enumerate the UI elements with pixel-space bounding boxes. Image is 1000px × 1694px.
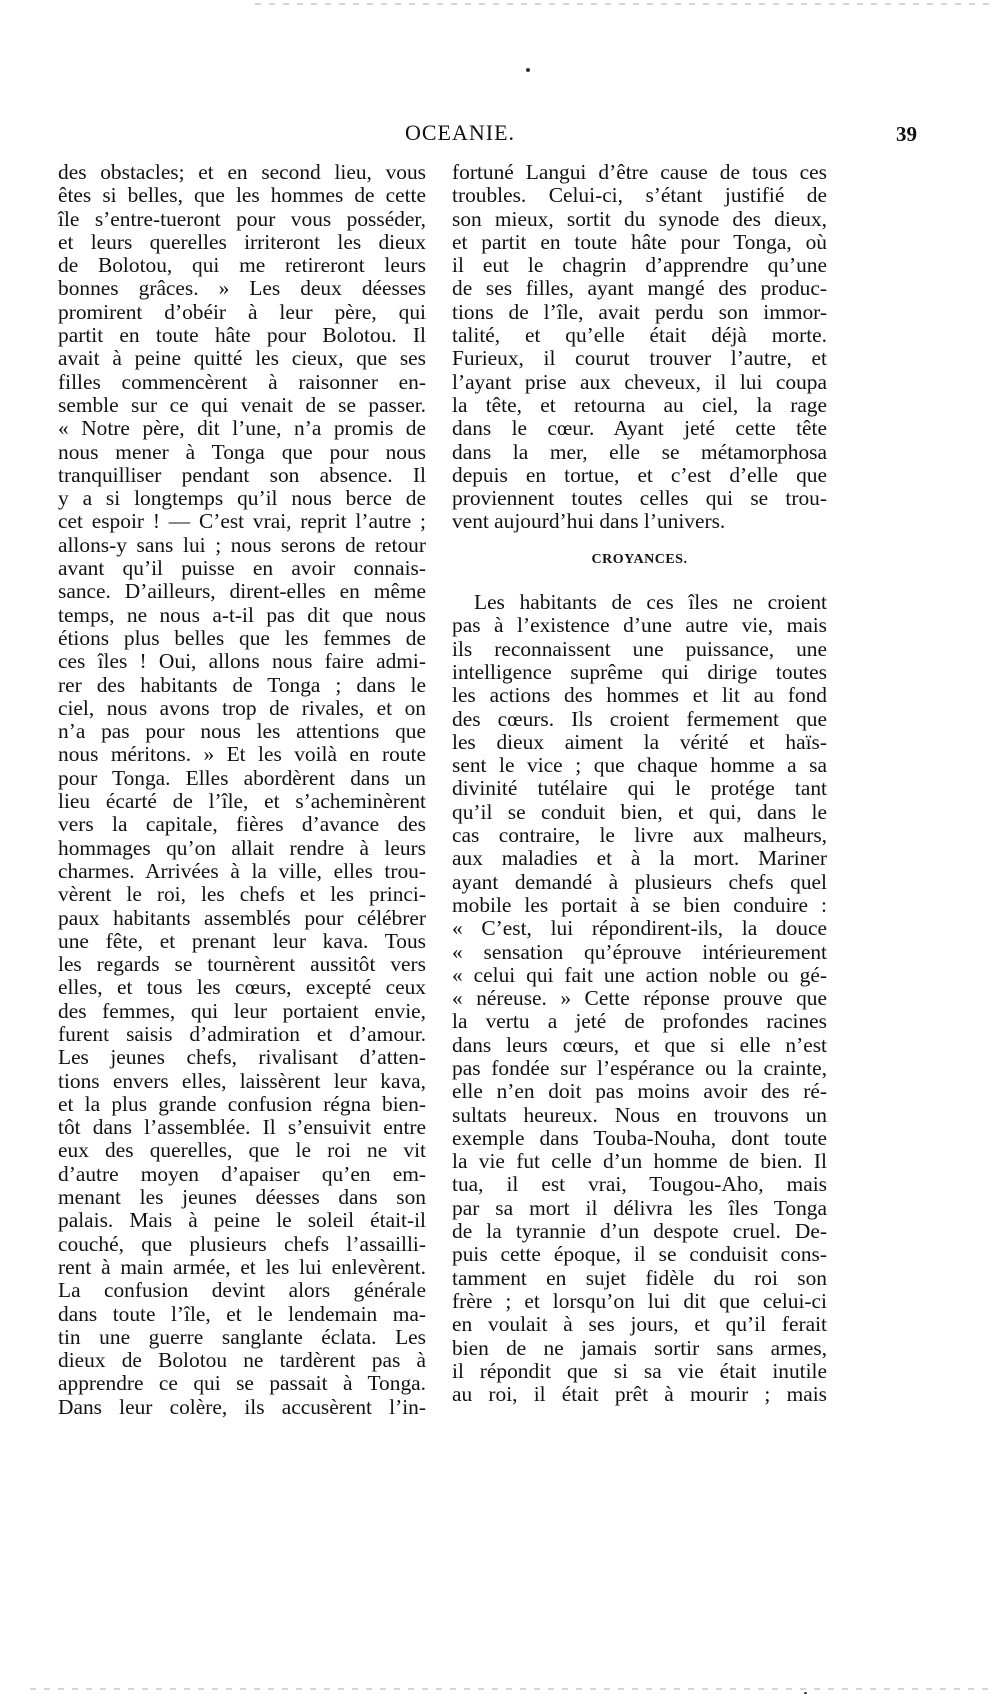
text-line: la vie fut celle d’un homme de bien. Il [452,1149,827,1174]
text-line: dans leurs cœurs, et que si elle n’est [452,1032,827,1057]
text-line: la tête, et retourna au ciel, la rage [452,392,827,417]
text-line: divinité tutélaire qui le protége tant [452,776,827,801]
text-line: aux maladies et à la mort. Mariner [452,846,827,871]
text-line: et la plus grande confusion régna bien- [58,1091,426,1116]
text-line: tua, il est vrai, Tougou-Aho, mais [452,1172,827,1197]
paragraph-continuation [452,161,827,534]
text-line: avait à peine quitté les cieux, que ses [58,346,426,371]
text-line: tôt dans l’assemblée. Il s’ensuivit entre [58,1115,426,1140]
text-line: par sa mort il délivra les îles Tonga [452,1195,827,1220]
text-line: intelligence suprême qui dirige toutes [452,659,827,684]
text-line: les actions des hommes et lit au fond [452,683,827,708]
text-line: dieux de Bolotou ne tardèrent pas à [58,1348,426,1373]
text-line: sent le vice ; que chaque homme a sa [452,753,827,778]
section-heading: CROYANCES. [591,551,688,567]
running-head-title: OCEANIE. [405,120,516,145]
text-line: eux des querelles, que le roi ne vit [58,1138,426,1163]
text-line: « celui qui fait une action noble ou gé- [452,962,827,987]
text-line: étions plus belles que les femmes de [58,625,426,650]
text-line: dans le cœur. Ayant jeté cette tête [452,416,827,441]
text-line: semble sur ce qui venait de se passer. [58,392,426,417]
text-line: apprendre ce qui se passait à Tonga. [58,1371,426,1396]
text-line: ces îles ! Oui, allons nous faire admi- [58,649,426,674]
text-line: couché, que plusieurs chefs l’assailli- [58,1231,426,1256]
text-line: mobile les portait à se bien conduire : [452,892,827,917]
text-line: puis cette époque, il se conduisit cons- [452,1242,827,1267]
text-line: bien de ne jamais sortir sans armes, [452,1335,827,1360]
text-line: talité, et qu’elle était déjà morte. [452,323,827,348]
text-line: allons-y sans lui ; nous serons de retour [58,532,426,557]
text-line: bonnes grâces. » Les deux déesses [58,276,426,301]
page-number: 39 [896,122,917,146]
text-line: « C’est, lui répondirent-ils, la douce [452,916,827,941]
text-line: cas contraire, le livre aux malheurs, [452,823,827,848]
text-line: fortuné Langui d’être cause de tous ces [452,160,827,184]
text-line: une fête, et prenant leur kava. Tous [58,928,426,953]
running-head [0,120,1000,150]
scan-artifact-top [255,3,995,5]
text-line: y a si longtemps qu’il nous berce de [58,486,426,511]
scan-artifact-bottom [30,1688,990,1690]
text-line: et leurs querelles irriteront les dieux [58,229,426,254]
text-line: rent à main armée, et les lui enlevèrent. [58,1254,426,1279]
text-line: d’autre moyen d’apaiser qu’en em- [58,1161,426,1186]
text-line: la vertu a jeté de profondes racines [452,1009,827,1034]
text-line: lieu écarté de l’île, et s’acheminèrent [58,789,426,814]
text-line: charmes. Arrivées à la ville, elles trou- [58,858,426,883]
text-line: vèrent le roi, les chefs et les princi- [58,882,426,907]
text-line: troubles. Celui-ci, s’étant justifié de [452,183,827,208]
text-line: au roi, il était prêt à mourir ; mais [452,1382,827,1407]
text-line: et partit en toute hâte pour Tonga, où [452,229,827,254]
text-line: ciel, nous avons trop de rivales, et on [58,695,426,720]
text-line: tamment en sujet fidèle du roi son [452,1265,827,1290]
text-line: elle n’en doit pas moins avoir des ré- [452,1079,827,1104]
text-line: son mieux, sortit du synode des dieux, [452,206,827,231]
text-line: Furieux, il courut trouver l’autre, et [452,346,827,371]
text-line: tions envers elles, laissèrent leur kava, [58,1068,426,1093]
text-line: des cœurs. Ils croient fermement que [452,706,827,731]
text-line: avant qu’il puisse en avoir connais- [58,556,426,581]
text-line: les dieux aiment la vérité et haïs- [452,729,827,754]
text-line: exemple dans Touba-Nouha, dont toute [452,1125,827,1150]
text-line: vers la capitale, fières d’avance des [58,812,426,837]
text-line: île s’entre-tueront pour vous posséder, [58,206,426,231]
text-line: ils reconnaissent une puissance, une [452,636,827,661]
text-line: des femmes, qui leur portaient envie, [58,998,426,1023]
text-line: tions de l’île, avait perdu son immor- [452,299,827,324]
text-line: êtes si belles, que les hommes de cette [58,183,426,208]
text-line: frère ; et lorsqu’on lui dit que celui-ci [452,1288,827,1313]
paragraph-croyances [452,591,827,1406]
text-line: des obstacles; et en second lieu, vous [58,160,426,184]
text-line: pas fondée sur l’espérance ou la crainte, [452,1055,827,1080]
text-line: qu’il se conduit bien, et qui, dans le [452,799,827,824]
text-line: Dans leur colère, ils accusèrent l’in- [58,1394,426,1419]
left-column [58,161,426,1419]
text-line: il répondit que si sa vie était inutile [452,1358,827,1383]
text-line: n’a pas pour nous les attentions que [58,719,426,744]
text-line: elles, et tous les cœurs, excepté ceux [58,975,426,1000]
text-line: de la tyrannie d’un despote cruel. De- [452,1219,827,1244]
text-line: en voulait à ses jours, et qu’il ferait [452,1312,827,1337]
text-line: « sensation qu’éprouve intérieurement [452,939,827,964]
text-line: hommages qu’on allait rendre à leurs [58,835,426,860]
text-line: il eut le chagrin d’apprendre qu’une [452,253,827,278]
text-line: tin une guerre sanglante éclata. Les [58,1324,426,1349]
text-line: Les jeunes chefs, rivalisant d’atten- [58,1045,426,1070]
text-line: de ses filles, ayant mangé des produc- [452,276,827,301]
text-line: menant les jeunes déesses dans son [58,1185,426,1210]
text-line: nous mener à Tonga que pour nous [58,439,426,464]
text-line: cet espoir ! — C’est vrai, reprit l’autre ; [58,509,426,534]
text-line: pour Tonga. Elles abordèrent dans un [58,765,426,790]
text-line: tranquilliser pendant son absence. Il [58,462,426,487]
right-column [452,161,827,1406]
text-line: partit en toute hâte pour Bolotou. Il [58,323,426,348]
text-line: vent aujourd’hui dans l’univers. [452,509,726,534]
text-line: de Bolotou, qui me retireront leurs [58,253,426,278]
text-line: rer des habitants de Tonga ; dans le [58,672,426,697]
text-line: proviennent toutes celles qui se trou- [452,486,827,511]
text-line: filles commencèrent à raisonner en- [58,369,426,394]
text-line: « Notre père, dit l’une, n’a promis de [58,416,426,441]
text-line: promirent d’obéir à leur père, qui [58,299,426,324]
text-line: « néreuse. » Cette réponse prouve que [452,986,827,1011]
text-line: pas à l’existence d’une autre vie, mais [452,613,827,638]
text-line: depuis en tortue, et c’est d’elle que [452,462,827,487]
text-line: l’ayant prise aux cheveux, il lui coupa [452,369,827,394]
text-line: temps, ne nous a-t-il pas dit que nous [58,602,426,627]
text-line: ayant demandé à plusieurs chefs quel [452,869,827,894]
text-line: dans la mer, elle se métamorphosa [452,439,827,464]
ink-speck [526,68,530,72]
text-line: les regards se tournèrent aussitôt vers [58,952,426,977]
text-line: sance. D’ailleurs, dirent-elles en même [58,579,426,604]
text-line: paux habitants assemblés pour célébrer [58,905,426,930]
text-line: furent saisis d’admiration et d’amour. [58,1021,426,1046]
text-line: sultats heureux. Nous en trouvons un [452,1102,827,1127]
text-line: La confusion devint alors générale [58,1278,426,1303]
text-line: nous méritons. » Et les voilà en route [58,742,426,767]
text-line: Les habitants de ces îles ne croient [474,590,827,615]
text-line: dans toute l’île, et le lendemain ma- [58,1301,426,1326]
text-line: palais. Mais à peine le soleil était-il [58,1208,426,1233]
